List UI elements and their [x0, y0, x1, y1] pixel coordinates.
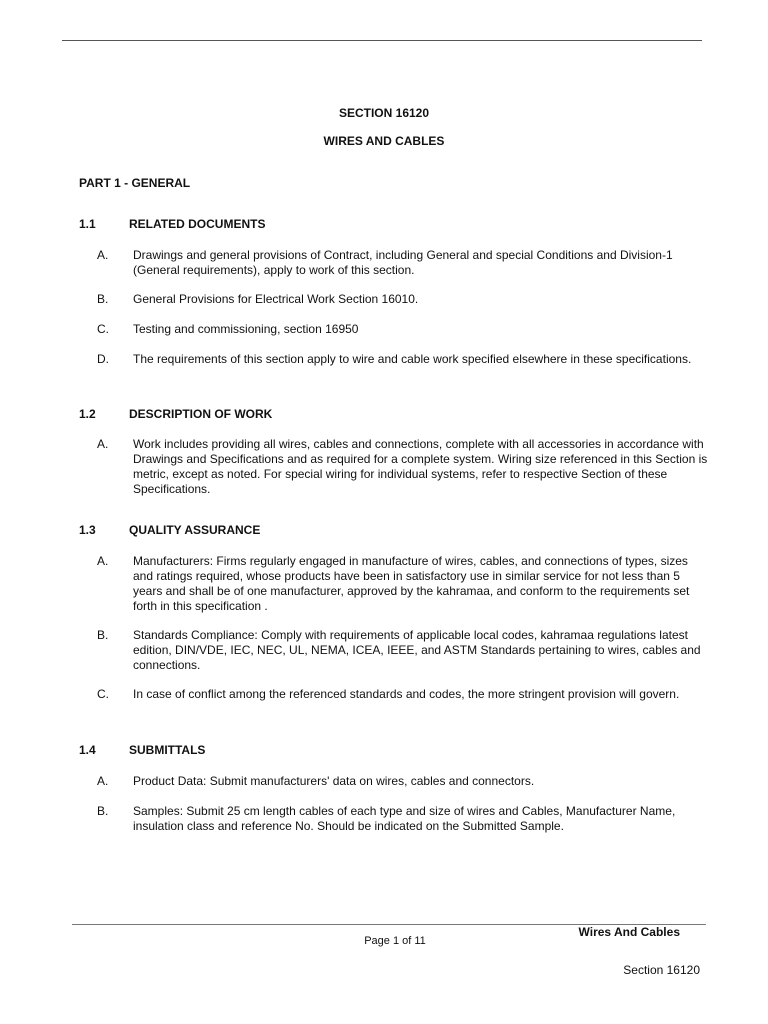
item-text: The requirements of this section apply to wire and cable work specified elsewhere in these specifications. [133, 352, 692, 366]
item-letter: C. [97, 322, 109, 336]
footer-document-title: Wires And Cables [578, 925, 680, 939]
item-letter: C. [97, 687, 109, 701]
page-number: Page 1 of 11 [364, 935, 426, 947]
header-rule [62, 40, 702, 41]
item-text: Drawings and general provisions of Contract, including General and special Conditions and Division-1 (General requirements), apply to work of this section. [133, 248, 673, 277]
section-title: SECTION 16120 [338, 106, 430, 120]
item-letter: B. [97, 628, 109, 642]
footer-section-label: Section 16120 [623, 963, 700, 977]
section-number: 1.3 [79, 523, 96, 537]
item-letter: A. [97, 248, 109, 262]
section-number: 1.4 [79, 743, 96, 757]
item-text: General Provisions for Electrical Work Section 16010. [133, 292, 419, 306]
item-letter: B. [97, 292, 109, 306]
part-heading: PART 1 - GENERAL [79, 176, 191, 190]
item-letter: A. [97, 437, 109, 451]
section-number: 1.2 [79, 407, 96, 421]
item-text: Testing and commissioning, section 16950 [133, 322, 359, 336]
item-text: Standards Compliance: Comply with requirements of applicable local codes, kahramaa regulations latest edition, DIN/VDE, IEC, NEC, UL, NEMA, ICEA, IEEE, and ASTM Standards pertaining to wires, cables and connections. [133, 628, 701, 672]
section-number: 1.1 [79, 217, 96, 231]
item-text: Work includes providing all wires, cables and connections, complete with all accessories in accordance with Drawings and Specifications and as required for a complete system. Wiring size referenced in this Section is metric, except as noted. For special wiring for individual systems, refer to respective Section of these Specifications. [133, 437, 708, 496]
item-text: In case of conflict among the referenced standards and codes, the more stringent provision will govern. [133, 687, 680, 701]
section-heading: DESCRIPTION OF WORK [129, 407, 273, 421]
item-letter: A. [97, 774, 109, 788]
item-text: Product Data: Submit manufacturers' data on wires, cables and connectors. [133, 774, 535, 788]
section-heading: QUALITY ASSURANCE [129, 523, 261, 537]
item-letter: D. [97, 352, 109, 366]
subject-title: WIRES AND CABLES [323, 134, 445, 148]
item-letter: A. [97, 554, 109, 568]
item-letter: B. [97, 804, 109, 818]
section-heading: SUBMITTALS [129, 743, 206, 757]
item-text: Samples: Submit 25 cm length cables of each type and size of wires and Cables, Manufacturer Name, insulation class and reference No. Should be indicated on the Submitted Sample. [133, 804, 676, 833]
item-text: Manufacturers: Firms regularly engaged in manufacture of wires, cables, and connections of types, sizes and ratings required, whose products have been in satisfactory use in similar service for not less than 5 years and shall be of one manufacturer, approved by the kahramaa, and conform to the requirements set forth in this specification . [133, 554, 690, 613]
section-heading: RELATED DOCUMENTS [129, 217, 266, 231]
